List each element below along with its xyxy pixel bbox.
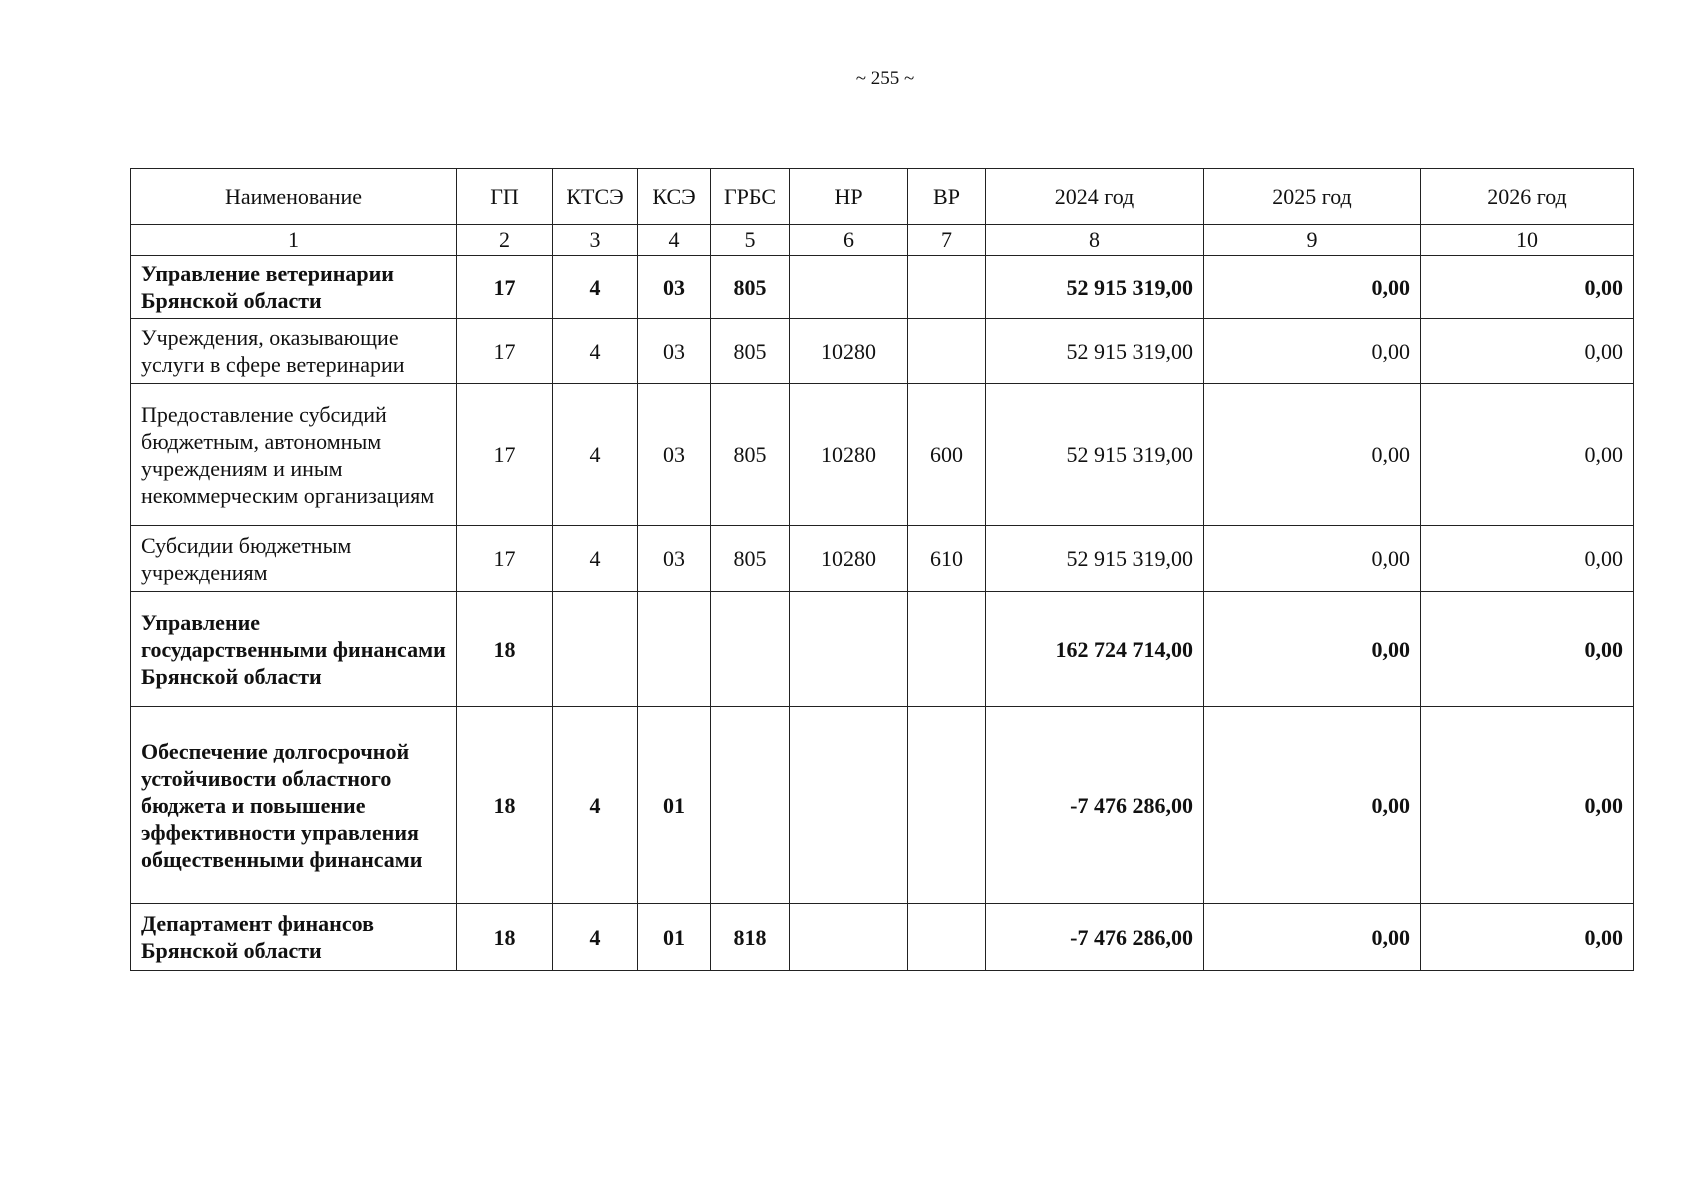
row-name: Субсидии бюджетным учреждениям <box>131 526 457 592</box>
row-name: Учреждения, оказывающие услуги в сфере ветеринарии <box>131 319 457 384</box>
col-header-vr: ВР <box>908 169 986 225</box>
col-header-name: Наименование <box>131 169 457 225</box>
cell-2025: 0,00 <box>1204 592 1421 707</box>
column-index: 7 <box>908 225 986 256</box>
cell-2026: 0,00 <box>1421 707 1634 904</box>
cell-2024: 52 915 319,00 <box>986 384 1204 526</box>
row-name: Управление государственными финансами Брянской области <box>131 592 457 707</box>
cell-gp: 17 <box>457 319 553 384</box>
cell-2025: 0,00 <box>1204 526 1421 592</box>
cell-gp: 18 <box>457 707 553 904</box>
cell-vr: 600 <box>908 384 986 526</box>
cell-2024: -7 476 286,00 <box>986 707 1204 904</box>
cell-ktse: 4 <box>553 319 638 384</box>
cell-2024: 52 915 319,00 <box>986 319 1204 384</box>
col-header-kse: КСЭ <box>638 169 711 225</box>
cell-grbs: 818 <box>711 904 790 971</box>
row-name: Управление ветеринарии Брянской области <box>131 256 457 319</box>
cell-2025: 0,00 <box>1204 904 1421 971</box>
column-index: 6 <box>790 225 908 256</box>
col-header-gp: ГП <box>457 169 553 225</box>
table-row <box>131 256 1634 319</box>
cell-kse: 01 <box>638 707 711 904</box>
cell-nr: 10280 <box>790 526 908 592</box>
cell-gp: 17 <box>457 526 553 592</box>
cell-ktse: 4 <box>553 526 638 592</box>
col-header-nr: НР <box>790 169 908 225</box>
page-number: ~ 255 ~ <box>855 68 915 89</box>
table-row <box>131 526 1634 592</box>
cell-2025: 0,00 <box>1204 256 1421 319</box>
row-name: Департамент финансов Брянской области <box>131 904 457 971</box>
cell-2025: 0,00 <box>1204 384 1421 526</box>
cell-gp: 18 <box>457 592 553 707</box>
cell-2026: 0,00 <box>1421 256 1634 319</box>
row-name: Обеспечение долгосрочной устойчивости областного бюджета и повышение эффективности управления общественными финансами <box>131 707 457 904</box>
table-row <box>131 384 1634 526</box>
cell-vr <box>908 592 986 707</box>
column-index-row <box>131 225 1634 256</box>
cell-kse: 03 <box>638 319 711 384</box>
cell-kse: 03 <box>638 384 711 526</box>
cell-nr: 10280 <box>790 384 908 526</box>
cell-2025: 0,00 <box>1204 319 1421 384</box>
cell-grbs <box>711 592 790 707</box>
column-index: 5 <box>711 225 790 256</box>
cell-grbs <box>711 707 790 904</box>
column-index: 1 <box>131 225 457 256</box>
column-index: 8 <box>986 225 1204 256</box>
header-row <box>131 169 1634 225</box>
cell-nr <box>790 256 908 319</box>
cell-nr <box>790 904 908 971</box>
cell-nr <box>790 707 908 904</box>
col-header-ktse: КТСЭ <box>553 169 638 225</box>
cell-kse <box>638 592 711 707</box>
col-header-2025: 2025 год <box>1204 169 1421 225</box>
cell-2026: 0,00 <box>1421 904 1634 971</box>
table-row <box>131 319 1634 384</box>
cell-nr <box>790 592 908 707</box>
column-index: 2 <box>457 225 553 256</box>
col-header-grbs: ГРБС <box>711 169 790 225</box>
cell-2025: 0,00 <box>1204 707 1421 904</box>
cell-ktse <box>553 592 638 707</box>
cell-2024: 52 915 319,00 <box>986 256 1204 319</box>
table-row <box>131 904 1634 971</box>
column-index: 4 <box>638 225 711 256</box>
cell-2026: 0,00 <box>1421 319 1634 384</box>
cell-ktse: 4 <box>553 707 638 904</box>
cell-ktse: 4 <box>553 256 638 319</box>
cell-vr: 610 <box>908 526 986 592</box>
cell-grbs: 805 <box>711 526 790 592</box>
cell-ktse: 4 <box>553 904 638 971</box>
cell-2024: -7 476 286,00 <box>986 904 1204 971</box>
cell-ktse: 4 <box>553 384 638 526</box>
col-header-2024: 2024 год <box>986 169 1204 225</box>
cell-2026: 0,00 <box>1421 384 1634 526</box>
row-name: Предоставление субсидий бюджетным, автономным учреждениям и иным некоммерческим организациям <box>131 384 457 526</box>
cell-gp: 17 <box>457 384 553 526</box>
cell-2024: 52 915 319,00 <box>986 526 1204 592</box>
cell-grbs: 805 <box>711 256 790 319</box>
cell-vr <box>908 707 986 904</box>
column-index: 9 <box>1204 225 1421 256</box>
cell-kse: 01 <box>638 904 711 971</box>
cell-2026: 0,00 <box>1421 526 1634 592</box>
cell-2026: 0,00 <box>1421 592 1634 707</box>
table-row <box>131 592 1634 707</box>
cell-gp: 18 <box>457 904 553 971</box>
cell-vr <box>908 256 986 319</box>
cell-grbs: 805 <box>711 319 790 384</box>
cell-vr <box>908 904 986 971</box>
col-header-2026: 2026 год <box>1421 169 1634 225</box>
table-row <box>131 707 1634 904</box>
column-index: 3 <box>553 225 638 256</box>
cell-nr: 10280 <box>790 319 908 384</box>
column-index: 10 <box>1421 225 1634 256</box>
cell-vr <box>908 319 986 384</box>
cell-gp: 17 <box>457 256 553 319</box>
cell-kse: 03 <box>638 526 711 592</box>
budget-table <box>130 168 1634 971</box>
cell-2024: 162 724 714,00 <box>986 592 1204 707</box>
cell-grbs: 805 <box>711 384 790 526</box>
cell-kse: 03 <box>638 256 711 319</box>
